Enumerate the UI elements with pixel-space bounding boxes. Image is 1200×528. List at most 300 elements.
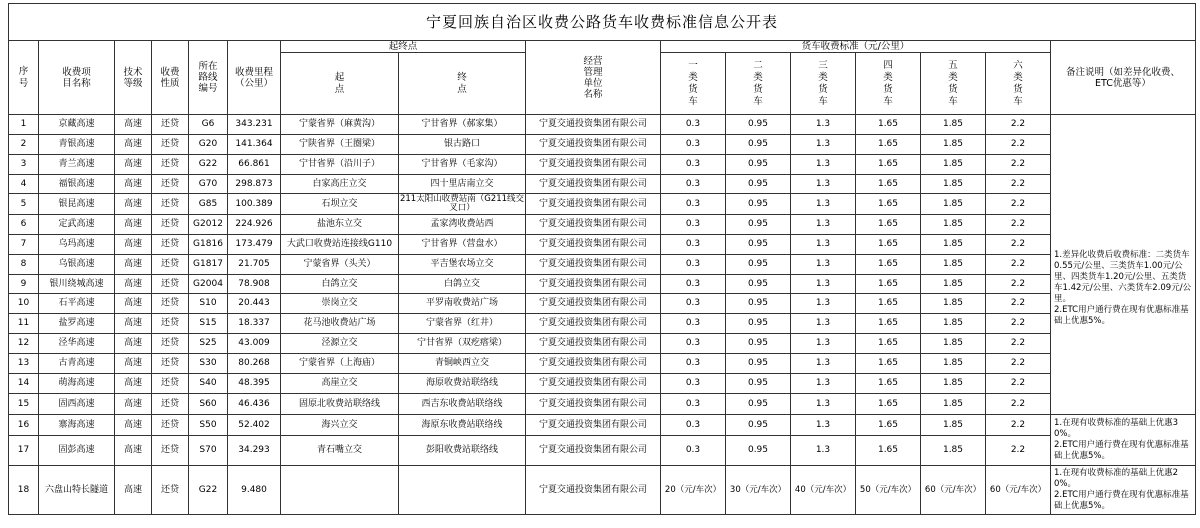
row-rate-class-4: 1.65 xyxy=(856,275,921,294)
table-row xyxy=(9,415,1196,436)
row-grade: 高速 xyxy=(115,354,152,374)
row-rate-class-5: 1.85 xyxy=(921,175,986,194)
row-rate-class-4: 1.65 xyxy=(856,155,921,175)
row-rate-class-5: 1.85 xyxy=(921,194,986,215)
row-end: 银古路口 xyxy=(399,135,526,155)
row-name: 福银高速 xyxy=(39,175,115,194)
row-seq: 16 xyxy=(9,415,39,436)
row-nature: 还贷 xyxy=(152,215,189,235)
row-mileage: 80.268 xyxy=(228,354,281,374)
row-operator: 宁夏交通投资集团有限公司 xyxy=(526,374,661,394)
row-end: 平罗南收费站广场 xyxy=(399,294,526,314)
row-rate-class-5: 1.85 xyxy=(921,415,986,436)
row-rate-class-3: 1.3 xyxy=(791,354,856,374)
row-rate-class-3: 1.3 xyxy=(791,334,856,354)
row-rate-class-4: 1.65 xyxy=(856,334,921,354)
row-rate-class-1: 0.3 xyxy=(661,415,726,436)
row-rate-class-5: 1.85 xyxy=(921,314,986,334)
remark-line: 2.ETC用户通行费在现有优惠标准基础上优惠5%。 xyxy=(1054,490,1189,511)
remark-line: 1.在现有收费标准的基础上优惠30%。 xyxy=(1054,418,1179,439)
fee-table-sheet xyxy=(8,3,1195,522)
row-rate-class-3: 1.3 xyxy=(791,115,856,135)
row-rate-class-5: 1.85 xyxy=(921,374,986,394)
row-end xyxy=(399,466,526,515)
remark-line: 2.ETC用户通行费在现有优惠标准基础上优惠5%。 xyxy=(1054,440,1189,461)
row-seq: 15 xyxy=(9,394,39,415)
page-title: 宁夏回族自治区收费公路货车收费标准信息公开表 xyxy=(9,4,1196,41)
row-operator: 宁夏交通投资集团有限公司 xyxy=(526,194,661,215)
row-rate-class-4: 1.65 xyxy=(856,115,921,135)
table-row xyxy=(9,314,1196,334)
row-end: 孟家湾收费站西 xyxy=(399,215,526,235)
row-start: 宁蒙省界（麻黄沟） xyxy=(281,115,399,135)
row-end: 宁甘省界（毛家沟） xyxy=(399,155,526,175)
row-name: 定武高速 xyxy=(39,215,115,235)
row-rate-class-4: 1.65 xyxy=(856,175,921,194)
row-route: S40 xyxy=(189,374,228,394)
row-rate-class-1: 0.3 xyxy=(661,115,726,135)
row-rate-class-5: 1.85 xyxy=(921,215,986,235)
row-rate-class-1: 0.3 xyxy=(661,314,726,334)
row-operator: 宁夏交通投资集团有限公司 xyxy=(526,155,661,175)
row-nature: 还贷 xyxy=(152,436,189,466)
table-row xyxy=(9,334,1196,354)
row-rate-class-6: 2.2 xyxy=(986,394,1051,415)
row-name: 泾华高速 xyxy=(39,334,115,354)
row-rate-class-2: 0.95 xyxy=(726,135,791,155)
row-operator: 宁夏交通投资集团有限公司 xyxy=(526,215,661,235)
row-route: G85 xyxy=(189,194,228,215)
row-end: 宁甘省界（郝家集） xyxy=(399,115,526,135)
row-nature: 还贷 xyxy=(152,354,189,374)
row-grade: 高速 xyxy=(115,155,152,175)
row-rate-class-1: 0.3 xyxy=(661,294,726,314)
row-rate-class-3: 1.3 xyxy=(791,314,856,334)
row-rate-class-1: 0.3 xyxy=(661,175,726,194)
row-name: 乌银高速 xyxy=(39,255,115,275)
row-rate-class-5: 1.85 xyxy=(921,155,986,175)
row-rate-class-2: 0.95 xyxy=(726,235,791,255)
row-operator: 宁夏交通投资集团有限公司 xyxy=(526,275,661,294)
row-seq: 7 xyxy=(9,235,39,255)
row-start: 白鸽立交 xyxy=(281,275,399,294)
row-seq: 11 xyxy=(9,314,39,334)
row-route: G20 xyxy=(189,135,228,155)
row-grade: 高速 xyxy=(115,215,152,235)
row-mileage: 100.389 xyxy=(228,194,281,215)
row-rate-class-3: 1.3 xyxy=(791,415,856,436)
row-nature: 还贷 xyxy=(152,194,189,215)
row-rate-class-4: 1.65 xyxy=(856,415,921,436)
header-class-5: 五类货车 xyxy=(921,53,986,115)
row-nature: 还贷 xyxy=(152,155,189,175)
row-nature: 还贷 xyxy=(152,255,189,275)
row-rate-class-3: 1.3 xyxy=(791,135,856,155)
row-seq: 10 xyxy=(9,294,39,314)
row-rate-class-4: 1.65 xyxy=(856,294,921,314)
row-rate-class-6: 2.2 xyxy=(986,155,1051,175)
row-name: 银川绕城高速 xyxy=(39,275,115,294)
row-rate-class-6: 60（元/车次） xyxy=(986,466,1051,515)
row-end: 宁甘省界（双疙瘩梁） xyxy=(399,334,526,354)
row-grade: 高速 xyxy=(115,314,152,334)
row-name: 固西高速 xyxy=(39,394,115,415)
row-rate-class-2: 0.95 xyxy=(726,354,791,374)
row-rate-class-2: 0.95 xyxy=(726,314,791,334)
row-rate-class-1: 0.3 xyxy=(661,275,726,294)
row-rate-class-2: 0.95 xyxy=(726,415,791,436)
row-rate-class-4: 1.65 xyxy=(856,135,921,155)
row-mileage: 52.402 xyxy=(228,415,281,436)
row-operator: 宁夏交通投资集团有限公司 xyxy=(526,394,661,415)
row-operator: 宁夏交通投资集团有限公司 xyxy=(526,415,661,436)
row-nature: 还贷 xyxy=(152,135,189,155)
header-project-name: 收费项目名称 xyxy=(39,41,115,115)
row-route: G70 xyxy=(189,175,228,194)
row-route: G1816 xyxy=(189,235,228,255)
row-start: 花马池收费站广场 xyxy=(281,314,399,334)
row-rate-class-3: 1.3 xyxy=(791,374,856,394)
remark-line: 2.ETC用户通行费在现有优惠标准基础上优惠5%。 xyxy=(1054,305,1189,326)
row-start: 崇岗立交 xyxy=(281,294,399,314)
table-row xyxy=(9,255,1196,275)
row-rate-class-5: 1.85 xyxy=(921,334,986,354)
row-grade: 高速 xyxy=(115,175,152,194)
row-grade: 高速 xyxy=(115,436,152,466)
row-end: 211太阳山收费站南（G211线交叉口） xyxy=(399,194,525,213)
row-rate-class-6: 2.2 xyxy=(986,235,1051,255)
row-mileage: 224.926 xyxy=(228,215,281,235)
row-operator: 宁夏交通投资集团有限公司 xyxy=(526,314,661,334)
row-mileage: 9.480 xyxy=(228,466,281,515)
row-start: 宁蒙省界（上海庙） xyxy=(281,354,399,374)
table-row xyxy=(9,194,1196,215)
row-nature: 还贷 xyxy=(152,394,189,415)
row-rate-class-4: 1.65 xyxy=(856,194,921,215)
header-rates-group: 货车收费标准（元/公里） xyxy=(661,41,1051,53)
row-route: G22 xyxy=(189,466,228,515)
row-rate-class-3: 1.3 xyxy=(791,255,856,275)
row-rate-class-2: 0.95 xyxy=(726,155,791,175)
row-grade: 高速 xyxy=(115,235,152,255)
row-name: 六盘山特长隧道 xyxy=(39,466,115,515)
row-operator: 宁夏交通投资集团有限公司 xyxy=(526,294,661,314)
row-grade: 高速 xyxy=(115,275,152,294)
row-mileage: 18.337 xyxy=(228,314,281,334)
row-operator: 宁夏交通投资集团有限公司 xyxy=(526,235,661,255)
row-end: 海原收费站联络线 xyxy=(399,374,526,394)
row-rate-class-1: 0.3 xyxy=(661,334,726,354)
header-nature: 收费性质 xyxy=(152,41,189,115)
row-rate-class-4: 1.65 xyxy=(856,394,921,415)
row-nature: 还贷 xyxy=(152,415,189,436)
row-rate-class-4: 50（元/车次） xyxy=(856,466,921,515)
row-operator: 宁夏交通投资集团有限公司 xyxy=(526,135,661,155)
row-grade: 高速 xyxy=(115,115,152,135)
row-end: 彭阳收费站联络线 xyxy=(399,436,526,466)
row-end: 海原东收费站联络线 xyxy=(399,415,526,436)
table-row xyxy=(9,215,1196,235)
row-start: 盐池东立交 xyxy=(281,215,399,235)
row-start: 白家高庄立交 xyxy=(281,175,399,194)
row-rate-class-6: 2.2 xyxy=(986,255,1051,275)
row-operator: 宁夏交通投资集团有限公司 xyxy=(526,175,661,194)
table-row xyxy=(9,374,1196,394)
table-row xyxy=(9,436,1196,466)
row-start: 石坝立交 xyxy=(281,194,399,215)
row-rate-class-1: 0.3 xyxy=(661,374,726,394)
row-start: 大武口收费站连接线G110 xyxy=(281,235,399,255)
row-operator: 宁夏交通投资集团有限公司 xyxy=(526,436,661,466)
table-row xyxy=(9,275,1196,294)
row-start: 宁甘省界（沿川子） xyxy=(281,155,399,175)
row-route: G22 xyxy=(189,155,228,175)
remark-line: 1.在现有收费标准的基础上优惠20%。 xyxy=(1054,468,1179,489)
header-end: 终点 xyxy=(399,53,526,115)
row-nature: 还贷 xyxy=(152,314,189,334)
header-start: 起点 xyxy=(281,53,399,115)
row-end: 宁甘省界（营盘水） xyxy=(399,235,526,255)
row-rate-class-2: 0.95 xyxy=(726,255,791,275)
row-start: 高崖立交 xyxy=(281,374,399,394)
row-name: 石平高速 xyxy=(39,294,115,314)
table-row xyxy=(9,354,1196,374)
row-rate-class-6: 2.2 xyxy=(986,354,1051,374)
header-seq: 序号 xyxy=(9,41,39,115)
row-seq: 2 xyxy=(9,135,39,155)
row-rate-class-2: 0.95 xyxy=(726,334,791,354)
table-row xyxy=(9,466,1196,515)
row-rate-class-3: 1.3 xyxy=(791,175,856,194)
row-operator: 宁夏交通投资集团有限公司 xyxy=(526,354,661,374)
row-seq: 3 xyxy=(9,155,39,175)
row-nature: 还贷 xyxy=(152,466,189,515)
row-rate-class-2: 0.95 xyxy=(726,115,791,135)
row-grade: 高速 xyxy=(115,394,152,415)
row-rate-class-5: 1.85 xyxy=(921,275,986,294)
row-rate-class-4: 1.65 xyxy=(856,215,921,235)
row-seq: 9 xyxy=(9,275,39,294)
row-rate-class-4: 1.65 xyxy=(856,314,921,334)
row-name: 乌玛高速 xyxy=(39,235,115,255)
row-rate-class-2: 0.95 xyxy=(726,194,791,215)
row-route: S30 xyxy=(189,354,228,374)
row-rate-class-2: 0.95 xyxy=(726,294,791,314)
header-remarks: 备注说明（如差异化收费、ETC优惠等） xyxy=(1051,41,1196,115)
row-rate-class-2: 0.95 xyxy=(726,436,791,466)
row-name: 盐罗高速 xyxy=(39,314,115,334)
row-mileage: 21.705 xyxy=(228,255,281,275)
row-rate-class-2: 0.95 xyxy=(726,215,791,235)
row-start: 宁蒙省界（头关） xyxy=(281,255,399,275)
row-operator: 宁夏交通投资集团有限公司 xyxy=(526,255,661,275)
row-rate-class-1: 20（元/车次） xyxy=(661,466,726,515)
row-rate-class-3: 1.3 xyxy=(791,215,856,235)
row-mileage: 141.364 xyxy=(228,135,281,155)
row-rate-class-1: 0.3 xyxy=(661,354,726,374)
row-grade: 高速 xyxy=(115,374,152,394)
row-start: 泾源立交 xyxy=(281,334,399,354)
row-rate-class-2: 0.95 xyxy=(726,275,791,294)
row-rate-class-4: 1.65 xyxy=(856,354,921,374)
header-mileage: 收费里程（公里） xyxy=(228,41,281,115)
row-start: 宁陕省界（王圈梁） xyxy=(281,135,399,155)
row-rate-class-4: 1.65 xyxy=(856,235,921,255)
row-rate-class-6: 2.2 xyxy=(986,415,1051,436)
row-mileage: 78.908 xyxy=(228,275,281,294)
row-seq: 1 xyxy=(9,115,39,135)
row-nature: 还贷 xyxy=(152,175,189,194)
header-route-no: 所在路线编号 xyxy=(189,41,228,115)
row-rate-class-2: 0.95 xyxy=(726,175,791,194)
row-end: 四十里店南立交 xyxy=(399,175,526,194)
row-rate-class-1: 0.3 xyxy=(661,255,726,275)
table-row xyxy=(9,175,1196,194)
row-start: 海兴立交 xyxy=(281,415,399,436)
row-seq: 18 xyxy=(9,466,39,515)
row-rate-class-1: 0.3 xyxy=(661,235,726,255)
row-rate-class-2: 0.95 xyxy=(726,374,791,394)
row-rate-class-6: 2.2 xyxy=(986,175,1051,194)
row-name: 青兰高速 xyxy=(39,155,115,175)
row-seq: 5 xyxy=(9,194,39,215)
remarks-group1 xyxy=(1051,115,1196,415)
row-route: S10 xyxy=(189,294,228,314)
table-row xyxy=(9,294,1196,314)
row-nature: 还贷 xyxy=(152,235,189,255)
row-route: S50 xyxy=(189,415,228,436)
header-class-6: 六类货车 xyxy=(986,53,1051,115)
row-route: S15 xyxy=(189,314,228,334)
row-mileage: 66.861 xyxy=(228,155,281,175)
row-rate-class-3: 1.3 xyxy=(791,275,856,294)
row-name: 古青高速 xyxy=(39,354,115,374)
row-mileage: 34.293 xyxy=(228,436,281,466)
row-name: 萌海高速 xyxy=(39,374,115,394)
row-grade: 高速 xyxy=(115,415,152,436)
row-route: G6 xyxy=(189,115,228,135)
row-seq: 17 xyxy=(9,436,39,466)
row-mileage: 43.009 xyxy=(228,334,281,354)
row-rate-class-3: 1.3 xyxy=(791,436,856,466)
row-name: 寨海高速 xyxy=(39,415,115,436)
row-rate-class-3: 40（元/车次） xyxy=(791,466,856,515)
fee-table xyxy=(8,3,1196,515)
row-rate-class-3: 1.3 xyxy=(791,294,856,314)
row-nature: 还贷 xyxy=(152,294,189,314)
row-rate-class-5: 1.85 xyxy=(921,235,986,255)
row-mileage: 48.395 xyxy=(228,374,281,394)
row-rate-class-3: 1.3 xyxy=(791,155,856,175)
row-rate-class-5: 1.85 xyxy=(921,436,986,466)
row-rate-class-5: 1.85 xyxy=(921,115,986,135)
row-seq: 13 xyxy=(9,354,39,374)
table-row xyxy=(9,155,1196,175)
row-mileage: 343.231 xyxy=(228,115,281,135)
row-start: 青石嘴立交 xyxy=(281,436,399,466)
row-rate-class-5: 1.85 xyxy=(921,394,986,415)
row-end: 白鸽立交 xyxy=(399,275,526,294)
row-rate-class-1: 0.3 xyxy=(661,155,726,175)
row-route: G1817 xyxy=(189,255,228,275)
row-name: 银昆高速 xyxy=(39,194,115,215)
row-operator: 宁夏交通投资集团有限公司 xyxy=(526,334,661,354)
row-rate-class-6: 2.2 xyxy=(986,294,1051,314)
remarks-group2 xyxy=(1051,415,1196,466)
header-class-4: 四类货车 xyxy=(856,53,921,115)
row-rate-class-1: 0.3 xyxy=(661,194,726,215)
row-rate-class-6: 2.2 xyxy=(986,374,1051,394)
row-seq: 8 xyxy=(9,255,39,275)
row-seq: 4 xyxy=(9,175,39,194)
header-class-2: 二类货车 xyxy=(726,53,791,115)
row-grade: 高速 xyxy=(115,466,152,515)
row-route: G2004 xyxy=(189,275,228,294)
row-rate-class-1: 0.3 xyxy=(661,215,726,235)
row-route: G2012 xyxy=(189,215,228,235)
row-rate-class-2: 30（元/车次） xyxy=(726,466,791,515)
row-mileage: 20.443 xyxy=(228,294,281,314)
table-row xyxy=(9,135,1196,155)
row-mileage: 298.873 xyxy=(228,175,281,194)
row-rate-class-6: 2.2 xyxy=(986,334,1051,354)
row-nature: 还贷 xyxy=(152,275,189,294)
row-end: 宁蒙省界（红井） xyxy=(399,314,526,334)
row-grade: 高速 xyxy=(115,194,152,215)
header-class-3: 三类货车 xyxy=(791,53,856,115)
row-rate-class-6: 2.2 xyxy=(986,215,1051,235)
row-rate-class-5: 60（元/车次） xyxy=(921,466,986,515)
row-nature: 还贷 xyxy=(152,374,189,394)
remark-line: 1.差异化收费后收费标准：二类货车0.55元/公里、三类货车1.00元/公里、四类货车1.20元/公里、五类货车1.42元/公里、六类货车2.09元/公里。 xyxy=(1054,250,1192,304)
row-grade: 高速 xyxy=(115,135,152,155)
row-rate-class-1: 0.3 xyxy=(661,436,726,466)
row-name: 固彭高速 xyxy=(39,436,115,466)
row-rate-class-4: 1.65 xyxy=(856,436,921,466)
table-row xyxy=(9,394,1196,415)
row-rate-class-6: 2.2 xyxy=(986,314,1051,334)
header-operator: 经营管理单位名称 xyxy=(526,41,661,115)
row-route: S25 xyxy=(189,334,228,354)
row-rate-class-4: 1.65 xyxy=(856,255,921,275)
row-rate-class-2: 0.95 xyxy=(726,394,791,415)
row-rate-class-6: 2.2 xyxy=(986,436,1051,466)
row-rate-class-6: 2.2 xyxy=(986,275,1051,294)
row-rate-class-5: 1.85 xyxy=(921,135,986,155)
header-class-1: 一类货车 xyxy=(661,53,726,115)
row-operator: 宁夏交通投资集团有限公司 xyxy=(526,466,661,515)
remarks-group3 xyxy=(1051,466,1196,515)
row-end: 平吉堡农场立交 xyxy=(399,255,526,275)
row-seq: 6 xyxy=(9,215,39,235)
row-grade: 高速 xyxy=(115,334,152,354)
row-rate-class-3: 1.3 xyxy=(791,394,856,415)
row-operator: 宁夏交通投资集团有限公司 xyxy=(526,115,661,135)
row-start: 固原北收费站联络线 xyxy=(281,394,399,415)
row-rate-class-5: 1.85 xyxy=(921,354,986,374)
row-mileage: 46.436 xyxy=(228,394,281,415)
row-rate-class-4: 1.65 xyxy=(856,374,921,394)
row-grade: 高速 xyxy=(115,294,152,314)
row-start xyxy=(281,466,399,515)
row-rate-class-6: 2.2 xyxy=(986,115,1051,135)
row-end: 西吉东收费站联络线 xyxy=(399,394,526,415)
header-endpoints: 起终点 xyxy=(281,41,526,53)
row-seq: 14 xyxy=(9,374,39,394)
row-mileage: 173.479 xyxy=(228,235,281,255)
row-name: 京藏高速 xyxy=(39,115,115,135)
row-end: 青铜峡西立交 xyxy=(399,354,526,374)
